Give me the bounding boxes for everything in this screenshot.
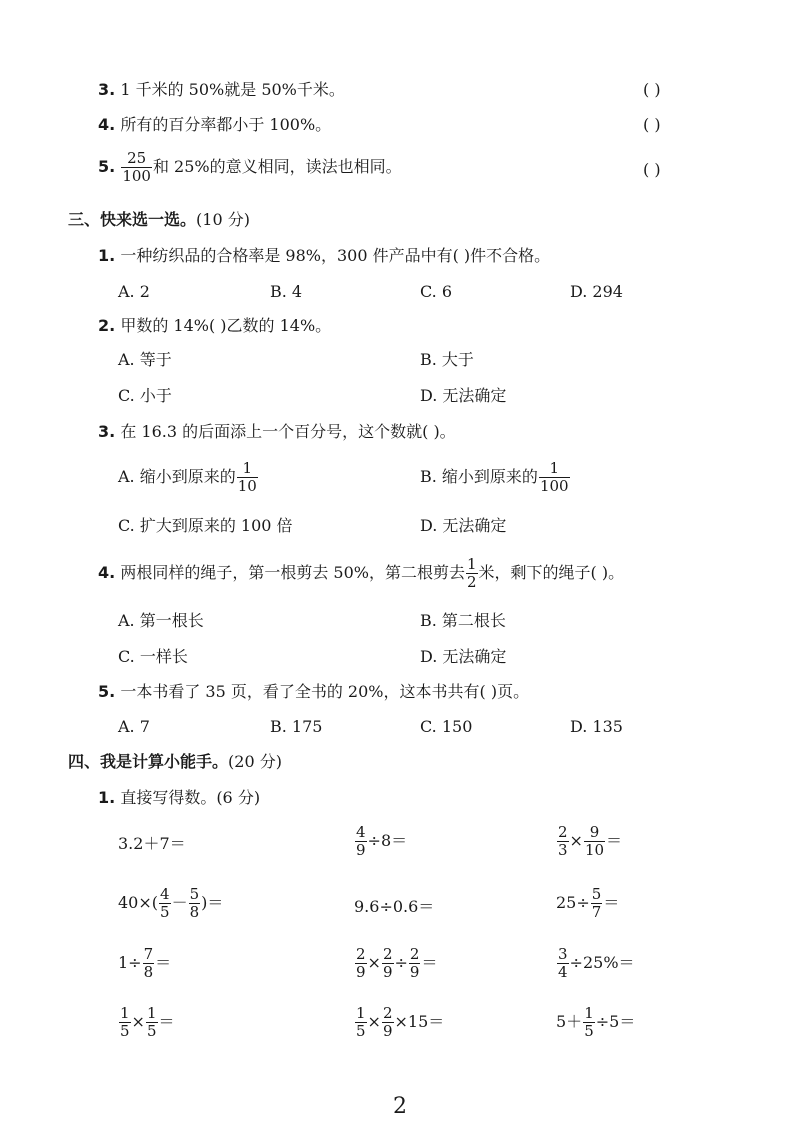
option-b[interactable]: B. 缩小到原来的 $\frac{1}{100}$ (420, 459, 569, 495)
option-a[interactable]: A. 缩小到原来的 $\frac{1}{10}$ (118, 459, 257, 495)
section-4-heading: 四、我是计算小能手。(20 分) (68, 752, 282, 771)
option-d[interactable]: D. 无法确定 (420, 516, 507, 535)
fraction: $\frac{7}{8}$ (143, 945, 154, 981)
tf-item-3: 3. 1 千米的 50%就是 50%千米。 (98, 80, 345, 99)
option-c[interactable]: C. 扩大到原来的 100 倍 (118, 516, 293, 535)
option-a[interactable]: A. 2 (118, 282, 150, 301)
option-b[interactable]: B. 第二根长 (420, 611, 506, 630)
fraction: $\frac{25}{100}$ (122, 149, 151, 185)
fraction: $\frac{9}{10}$ (584, 823, 605, 859)
fraction: $\frac{2}{9}$ (382, 1004, 393, 1040)
calc-item: $\frac{2}{3}$ × $\frac{9}{10}$ ＝ (558, 823, 623, 859)
calc-item: 9.6÷0.6＝ (354, 897, 435, 916)
question-5: 5. 一本书看了 35 页，看了全书的 20%，这本书共有( )页。 (98, 682, 530, 701)
answer-paren[interactable]: ( ) (643, 115, 661, 134)
question-1: 1. 一种纺织品的合格率是 98%，300 件产品中有( )件不合格。 (98, 246, 551, 265)
option-d[interactable]: D. 无法确定 (420, 647, 507, 666)
fraction: $\frac{1}{2}$ (466, 555, 477, 591)
fraction: $\frac{1}{5}$ (584, 1004, 594, 1040)
fraction: $\frac{5}{8}$ (189, 885, 200, 921)
option-b[interactable]: B. 大于 (420, 350, 474, 369)
option-a[interactable]: A. 等于 (118, 350, 172, 369)
fraction: $\frac{4}{5}$ (160, 885, 170, 921)
fraction: $\frac{4}{9}$ (356, 823, 366, 859)
fraction: $\frac{2}{9}$ (382, 945, 393, 981)
subquestion-1: 1. 直接写得数。(6 分) (98, 788, 261, 807)
fraction: $\frac{1}{10}$ (237, 459, 257, 495)
calc-item: 40×( $\frac{4}{5}$ － $\frac{5}{8}$ )＝ (118, 885, 224, 921)
fraction: $\frac{2}{9}$ (356, 945, 366, 981)
fraction: $\frac{3}{4}$ (558, 945, 568, 981)
option-c[interactable]: C. 小于 (118, 386, 172, 405)
calc-item: 25÷ $\frac{5}{7}$ ＝ (556, 885, 620, 921)
option-c[interactable]: C. 一样长 (118, 647, 188, 666)
option-a[interactable]: A. 7 (118, 717, 150, 736)
option-c[interactable]: C. 6 (420, 282, 453, 301)
option-a[interactable]: A. 第一根长 (118, 611, 204, 630)
fraction: $\frac{1}{5}$ (120, 1004, 130, 1040)
calc-item: $\frac{4}{9}$ ÷8＝ (356, 823, 408, 859)
tf-item-5: 5. $\frac{25}{100}$ 和 25%的意义相同，读法也相同。 (98, 149, 402, 185)
page-number: 2 (393, 1094, 407, 1119)
option-b[interactable]: B. 175 (270, 717, 323, 736)
fraction: $\frac{1}{100}$ (539, 459, 569, 495)
option-b[interactable]: B. 4 (270, 282, 303, 301)
question-4: 4. 两根同样的绳子，第一根剪去 50%，第二根剪去 $\frac{1}{2}$ 米，剩下的绳子( )。 (98, 555, 625, 591)
calc-item: 5＋ $\frac{1}{5}$ ÷5＝ (556, 1004, 636, 1040)
fraction: $\frac{1}{5}$ (356, 1004, 366, 1040)
answer-paren[interactable]: ( ) (643, 80, 661, 99)
section-3-heading: 三、快来选一选。(10 分) (68, 210, 250, 229)
option-d[interactable]: D. 135 (570, 717, 623, 736)
answer-paren[interactable]: ( ) (643, 160, 661, 179)
calc-item: $\frac{2}{9}$ × $\frac{2}{9}$ ÷ $\frac{2}{9}$ ＝ (356, 945, 438, 981)
calc-item: 1÷ $\frac{7}{8}$ ＝ (118, 945, 172, 981)
calc-item: $\frac{3}{4}$ ÷25%＝ (558, 945, 635, 981)
fraction: $\frac{2}{3}$ (558, 823, 568, 859)
fraction: $\frac{1}{5}$ (146, 1004, 157, 1040)
question-3: 3. 在 16.3 的后面添上一个百分号，这个数就( )。 (98, 422, 456, 441)
question-2: 2. 甲数的 14%( )乙数的 14%。 (98, 316, 332, 335)
calc-item: $\frac{1}{5}$ × $\frac{2}{9}$ ×15＝ (356, 1004, 445, 1040)
option-d[interactable]: D. 无法确定 (420, 386, 507, 405)
fraction: $\frac{5}{7}$ (591, 885, 602, 921)
calc-item: $\frac{1}{5}$ × $\frac{1}{5}$ ＝ (120, 1004, 175, 1040)
option-c[interactable]: C. 150 (420, 717, 473, 736)
tf-item-4: 4. 所有的百分率都小于 100%。 (98, 115, 332, 134)
option-d[interactable]: D. 294 (570, 282, 623, 301)
fraction: $\frac{2}{9}$ (409, 945, 420, 981)
calc-item: 3.2＋7＝ (118, 834, 186, 853)
